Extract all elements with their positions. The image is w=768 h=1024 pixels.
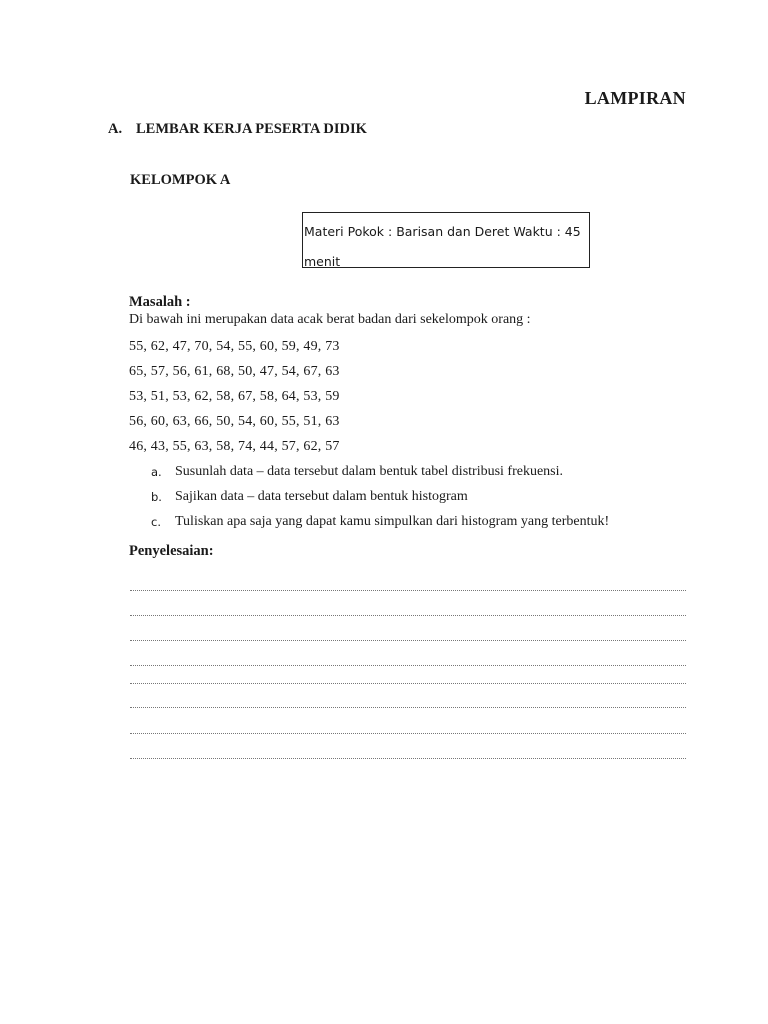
answer-line [130, 590, 686, 591]
task-text: Tuliskan apa saja yang dapat kamu simpulkan dari histogram yang terbentuk! [175, 514, 610, 529]
task-item [151, 462, 609, 487]
data-row: 56, 60, 63, 66, 50, 54, 60, 55, 51, 63 [129, 414, 340, 429]
task-text: Sajikan data – data tersebut dalam bentuk histogram [175, 489, 468, 504]
data-row: 65, 57, 56, 61, 68, 50, 47, 54, 67, 63 [129, 364, 340, 379]
task-marker: a. [151, 465, 162, 479]
section-letter: A. [108, 121, 123, 137]
info-box-line-1: Materi Pokok : Barisan dan Deret Waktu : 45 [304, 224, 581, 239]
problem-intro: Di bawah ini merupakan data acak berat badan dari sekelompok orang : [129, 312, 531, 327]
data-row: 55, 62, 47, 70, 54, 55, 60, 59, 49, 73 [129, 339, 340, 354]
task-marker: b. [151, 490, 162, 504]
group-label: KELOMPOK A [130, 172, 231, 188]
answer-line [130, 733, 686, 734]
answer-line [130, 683, 686, 684]
info-box-line-2: menit [304, 254, 341, 269]
section-title-text: LEMBAR KERJA PESERTA DIDIK [136, 121, 367, 137]
data-rows [129, 337, 340, 462]
page-heading: LAMPIRAN [584, 88, 686, 108]
problem-label: Masalah : [129, 294, 191, 310]
answer-line [130, 758, 686, 759]
task-text: Susunlah data – data tersebut dalam bentuk tabel distribusi frekuensi. [175, 464, 564, 479]
answer-line [130, 615, 686, 616]
data-row: 53, 51, 53, 62, 58, 67, 58, 64, 53, 59 [129, 389, 340, 404]
task-item [151, 512, 609, 537]
task-marker: c. [151, 515, 161, 529]
answer-line [130, 665, 686, 666]
answer-line [130, 707, 686, 708]
task-list [151, 462, 609, 537]
section-title [108, 121, 367, 138]
answer-line [130, 640, 686, 641]
task-item [151, 487, 609, 512]
info-box [302, 212, 590, 268]
solution-label: Penyelesaian: [129, 543, 214, 559]
data-row: 46, 43, 55, 63, 58, 74, 44, 57, 62, 57 [129, 439, 340, 454]
